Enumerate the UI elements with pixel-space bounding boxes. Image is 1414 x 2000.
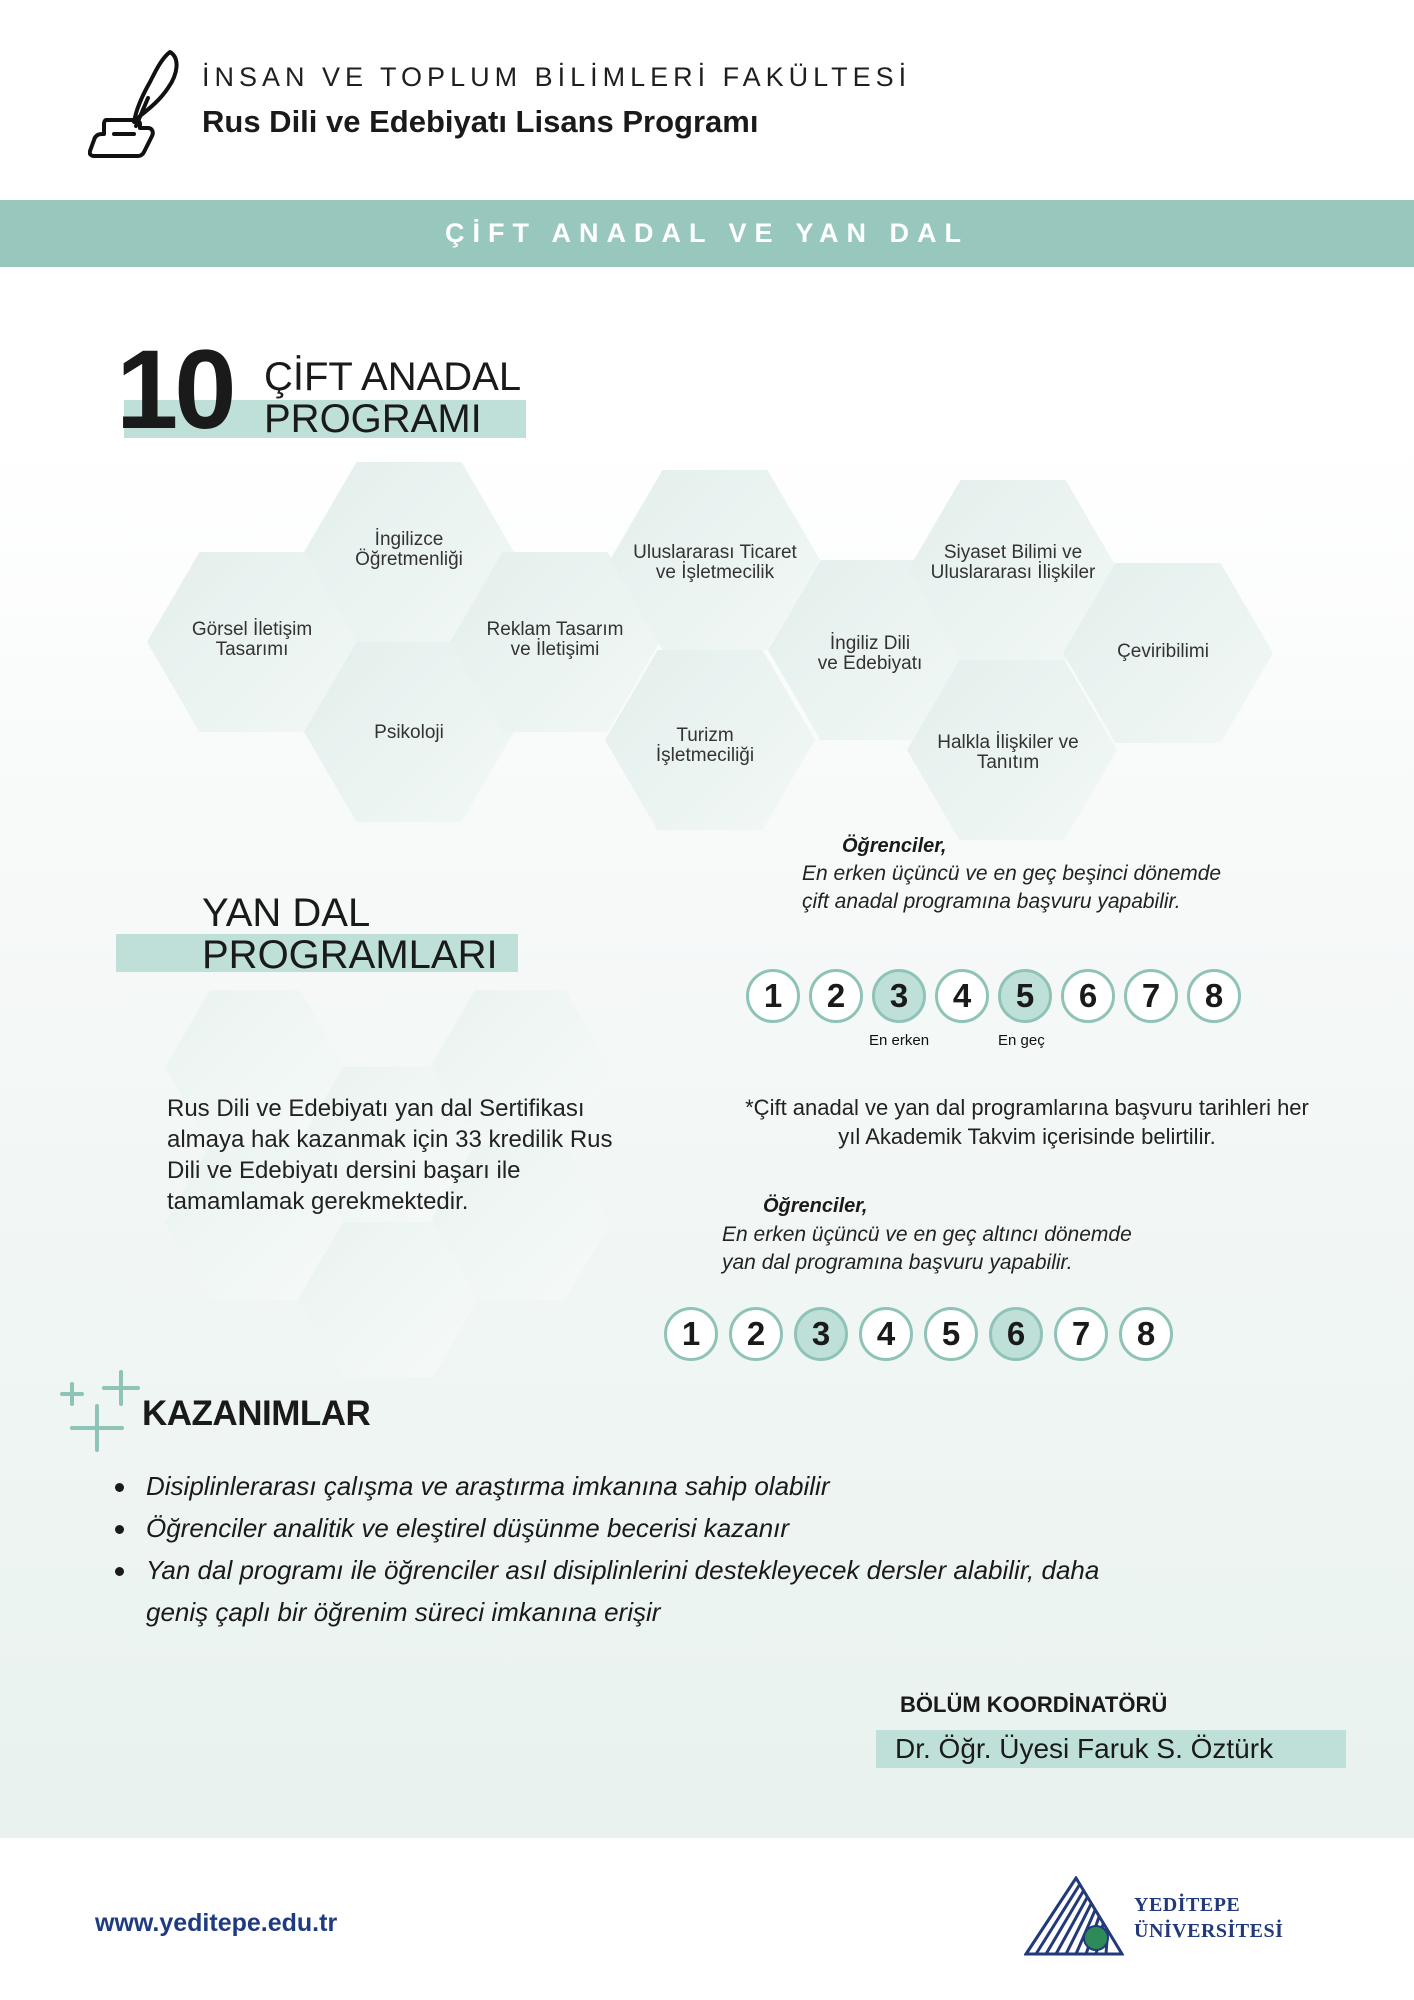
program-label-reklam: Reklam Tasarım ve İletişimi <box>486 619 624 660</box>
outcome-item: Öğrenciler analitik ve eleştirel düşünme becerisi kazanır <box>146 1513 790 1543</box>
program-label-turizm: Turizm İşletmeciliği <box>655 725 755 766</box>
latest-label: En geç <box>998 1032 1045 1049</box>
program-label-uluslararasi-ticaret: Uluslararası Ticaret ve İşletmecilik <box>633 542 797 583</box>
website-link[interactable]: www.yeditepe.edu.tr <box>95 1909 338 1937</box>
semester-circle-earliest: 3 <box>794 1307 848 1361</box>
semester-circle: 1 <box>746 969 800 1023</box>
bullet-dot <box>115 1525 124 1534</box>
minor-title: YAN DAL PROGRAMLARI <box>202 891 498 977</box>
outcome-item-continued: geniş çaplı bir öğrenim süreci imkanına erişir <box>146 1597 661 1627</box>
outcome-item: Yan dal programı ile öğrenciler asıl disiplinlerini destekleyecek dersler alabilir, daha <box>146 1555 1100 1585</box>
program-label-ingilizce-ogretmenligi: İngilizce Öğretmenliği <box>355 529 463 570</box>
bullet-dot <box>115 1483 124 1492</box>
semester-circle: 2 <box>729 1307 783 1361</box>
bullet-dot <box>115 1567 124 1576</box>
semester-circle: 5 <box>924 1307 978 1361</box>
plus-cluster-icon <box>58 1368 146 1454</box>
faculty-name: İNSAN VE TOPLUM BİLİMLERİ FAKÜLTESİ <box>202 62 912 92</box>
semester-circle-earliest: 3 <box>872 969 926 1023</box>
university-name: YEDİTEPE ÜNİVERSİTESİ <box>1134 1894 1284 1942</box>
double-major-title: ÇİFT ANADAL PROGRAMI <box>264 355 522 441</box>
program-label-ceviribilimi: Çeviribilimi <box>1117 641 1209 662</box>
program-label-halkla-iliskiler: Halkla İlişkiler ve Tanıtım <box>937 732 1079 773</box>
minor-description: Rus Dili ve Edebiyatı yan dal Sertifikası almaya hak kazanmak için 33 kredilik Rus Dili ve Edebiyatı dersini başarı ile tamamlamak gerekmektedir. <box>167 1095 613 1215</box>
outcome-item: Disiplinlerarası çalışma ve araştırma imkanına sahip olabilir <box>146 1471 830 1501</box>
program-label-psikoloji: Psikoloji <box>374 722 444 743</box>
minor-note-bold: Öğrenciler, <box>763 1195 868 1217</box>
semester-circle: 1 <box>664 1307 718 1361</box>
semester-circle: 4 <box>935 969 989 1023</box>
semester-circle: 4 <box>859 1307 913 1361</box>
semester-circle: 2 <box>809 969 863 1023</box>
coordinator-label: BÖLÜM KOORDİNATÖRÜ <box>900 1692 1168 1717</box>
application-dates-note: *Çift anadal ve yan dal programlarına başvuru tarihleri her yıl Akademik Takvim içerisinde belirtilir. <box>745 1095 1309 1149</box>
program-label-ingiliz-dili: İngiliz Dili ve Edebiyatı <box>817 633 923 674</box>
program-label-siyaset-bilimi: Siyaset Bilimi ve Uluslararası İlişkiler <box>930 542 1096 583</box>
semester-circle: 8 <box>1187 969 1241 1023</box>
program-label-gorsel-iletisim: Görsel İletişim Tasarımı <box>191 619 313 660</box>
minor-note: En erken üçüncü ve en geç altıncı dönemde yan dal programına başvuru yapabilir. <box>722 1223 1132 1274</box>
semester-circle: 8 <box>1119 1307 1173 1361</box>
earliest-label: En erken <box>869 1032 930 1049</box>
yeditepe-pyramid-logo-icon <box>1024 1876 1124 1956</box>
quill-inkwell-icon <box>88 48 188 158</box>
double-major-note: En erken üçüncü ve en geç beşinci dönemde çift anadal programına başvuru yapabilir. <box>802 862 1222 913</box>
program-name: Rus Dili ve Edebiyatı Lisans Programı <box>202 104 759 139</box>
semester-circle-latest: 5 <box>998 969 1052 1023</box>
semester-circle: 6 <box>1061 969 1115 1023</box>
semester-circle-latest: 6 <box>989 1307 1043 1361</box>
semester-circle: 7 <box>1054 1307 1108 1361</box>
section-band-title: ÇİFT ANADAL VE YAN DAL <box>444 218 970 248</box>
outcomes-title: KAZANIMLAR <box>142 1394 371 1433</box>
double-major-note-bold: Öğrenciler, <box>842 835 947 857</box>
semester-circle: 7 <box>1124 969 1178 1023</box>
coordinator-name: Dr. Öğr. Üyesi Faruk S. Öztürk <box>895 1733 1274 1764</box>
program-count: 10 <box>116 327 233 452</box>
